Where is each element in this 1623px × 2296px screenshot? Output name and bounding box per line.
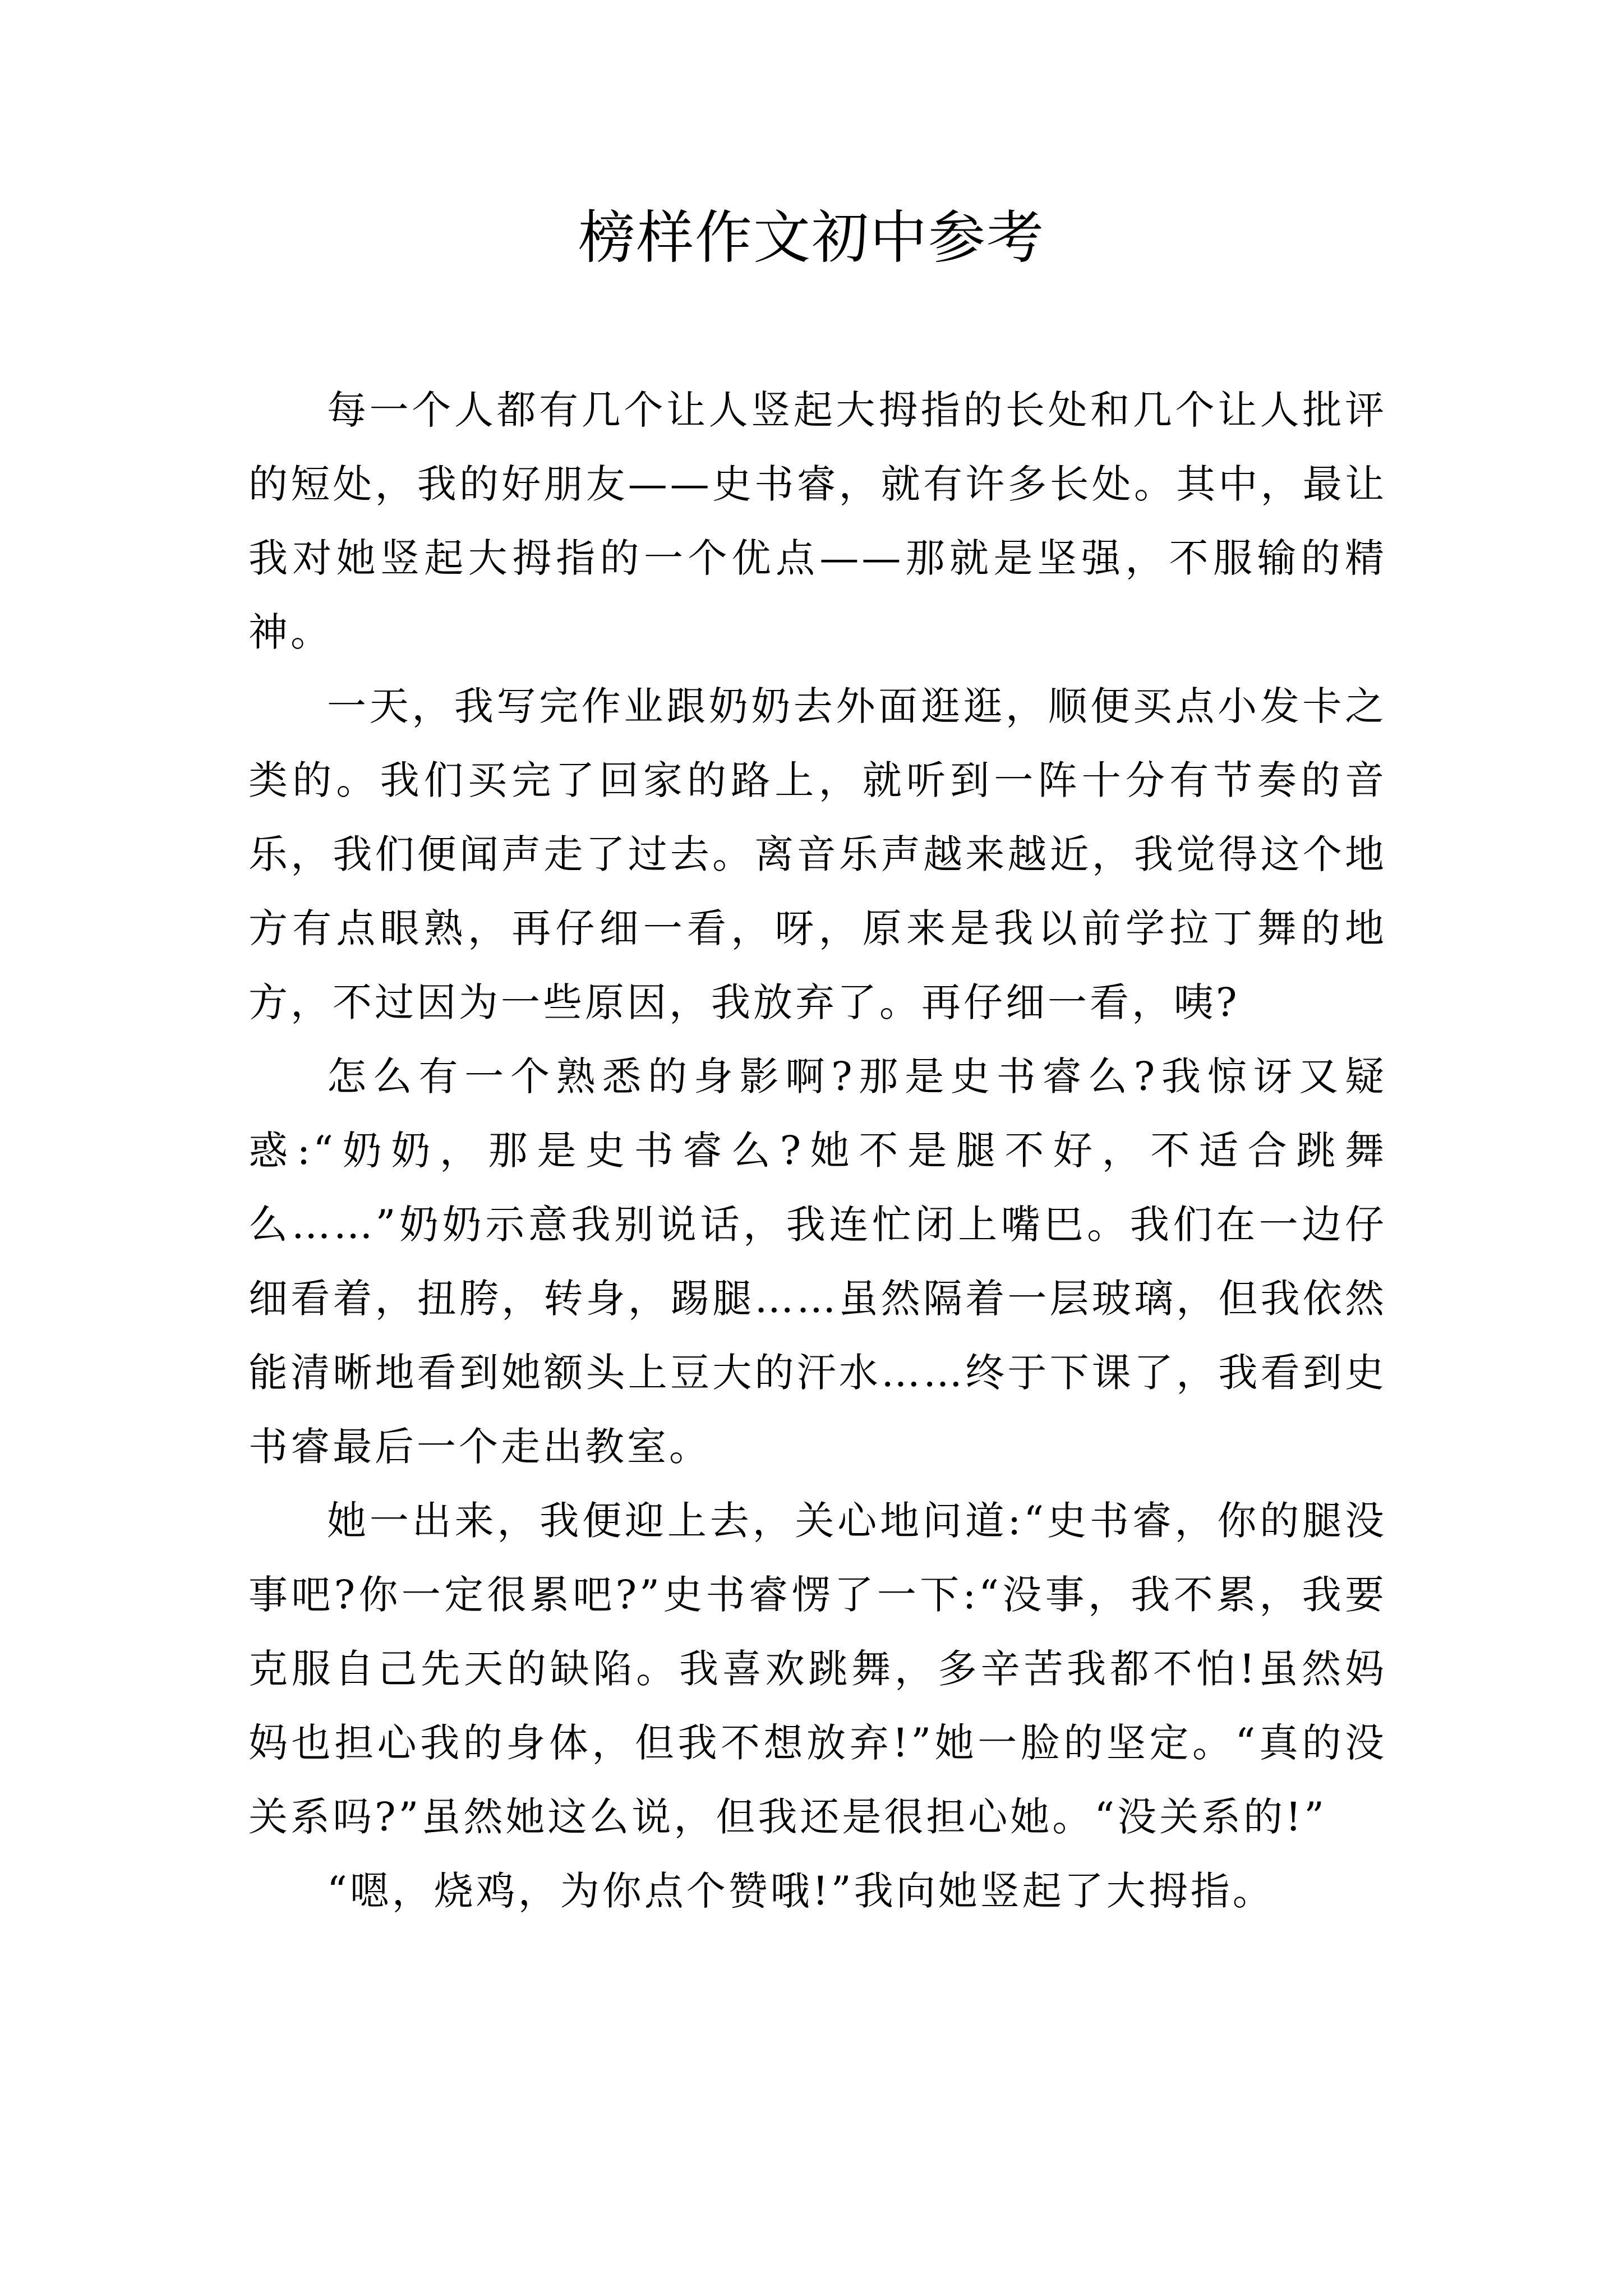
paragraph-2: 一天，我写完作业跟奶奶去外面逛逛，顺便买点小发卡之类的。我们买完了回家的路上，就听到一阵十分有节奏的音乐，我们便闻声走了过去。离音乐声越来越近，我觉得这个地方有点眼熟，再仔细一看，呀，原来是我以前学拉丁舞的地方，不过因为一些原因，我放弃了。再仔细一看，咦? xyxy=(248,683,1387,1025)
document-body xyxy=(248,373,1387,1928)
paragraph-3: 怎么有一个熟悉的身影啊?那是史书睿么?我惊讶又疑惑:“奶奶，那是史书睿么?她不是腿不好，不适合跳舞么……”奶奶示意我别说话，我连忙闭上嘴巴。我们在一边仔细看着，扭胯，转身，踢腿……虽然隔着一层玻璃，但我依然能清晰地看到她额头上豆大的汗水……终于下课了，我看到史书睿最后一个走出教室。 xyxy=(248,1053,1387,1470)
document-title: 榜样作文初中参考 xyxy=(578,205,1045,272)
paragraph-1: 每一个人都有几个让人竖起大拇指的长处和几个让人批评的短处，我的好朋友——史书睿，就有许多长处。其中，最让我对她竖起大拇指的一个优点——那就是坚强，不服输的精神。 xyxy=(248,387,1387,655)
paragraph-4: 她一出来，我便迎上去，关心地问道:“史书睿，你的腿没事吧?你一定很累吧?”史书睿愣了一下:“没事，我不累，我要克服自己先天的缺陷。我喜欢跳舞，多辛苦我都不怕!虽然妈妈也担心我的身体，但我不想放弃!”她一脸的坚定。“真的没关系吗?”虽然她这么说，但我还是很担心她。“没关系的!” xyxy=(248,1498,1387,1840)
paragraph-5: “嗯，烧鸡，为你点个赞哦!”我向她竖起了大拇指。 xyxy=(327,1868,1275,1914)
